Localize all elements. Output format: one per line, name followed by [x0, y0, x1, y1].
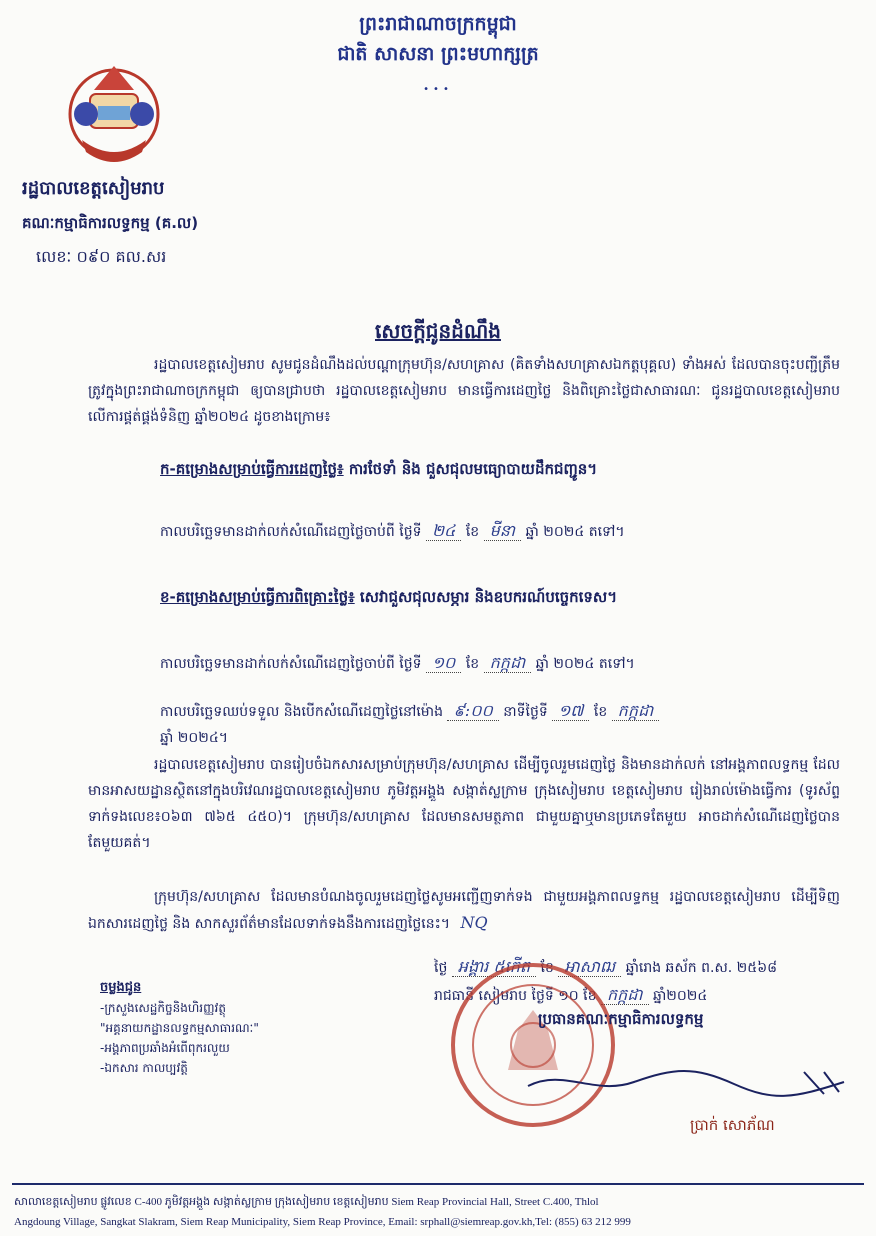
project-a-period — [160, 520, 625, 544]
footer-address — [14, 1192, 864, 1232]
project-a — [160, 460, 597, 482]
cc-item: -អង្គភាពប្រឆាំងអំពើពុករលួយ — [100, 1041, 230, 1055]
provincial-emblem-logo — [64, 60, 164, 168]
signer-title: ប្រធានគណៈកម្មាធិការលទ្ធកម្ម — [538, 1010, 704, 1028]
project-b-month: កក្កដា — [484, 653, 532, 673]
lunar-date-suffix: ឆ្នាំរោង ឆស័ក ព.ស. ២៥៦៨ — [625, 960, 778, 976]
project-b-month-prefix: ខែ — [465, 656, 480, 672]
intro-paragraph: រដ្ឋបាលខេត្តសៀមរាប សូមជូនដំណឹងដល់បណ្ដាក្រុមហ៊ុន/សហគ្រាស (គិតទាំងសហគ្រាសឯកត្តបុគ្គល) ទាំងអស់ ដែលបានចុះបញ្ជីត្រឹមត្រូវក្នុងព្រះរាជាណាចក្រកម្ពុជា ឲ្យបានជ្រាបថា រដ្ឋបាលខេត្តសៀមរាប មានធ្វើការដេញថ្លៃ និងពិគ្រោះថ្លៃជាសាធារណៈ ជូនរដ្ឋបាលខេត្តសៀមរាប លើការផ្គត់ផ្គង់ទំនិញ ឆ្នាំ២០២៤ ដូចខាងក្រោម៖ — [88, 357, 840, 425]
solar-date-month-prefix: ខែ — [583, 988, 597, 1004]
project-b-close-month-prefix: ខែ — [593, 704, 608, 720]
project-a-month: មីនា — [484, 521, 521, 541]
official-seal-stamp — [448, 960, 618, 1130]
solar-date-place: សៀមរាប — [478, 988, 528, 1004]
solar-date-day-prefix: ថ្ងៃទី — [531, 988, 554, 1004]
project-b-day: ១០ — [426, 653, 461, 673]
kingdom-line: ព្រះរាជាណាចក្រកម្ពុជា — [359, 13, 517, 35]
solar-date-month: កក្កដា — [601, 985, 649, 1005]
cc-item: "អគ្គនាយកដ្ឋានលទ្ធកម្មសាធារណៈ" — [100, 1021, 259, 1035]
footer-line-1: សាលាខេត្តសៀមរាប ផ្លូវលេខ C-400 ភូមិវត្តអង្គួង សង្កាត់ស្លក្រាម ក្រុងសៀមរាប ខេត្តសៀមរាប Siem Reap Provincial Hall, Street C.400, Thlol — [14, 1196, 599, 1208]
notice-title: សេចក្ដីជូនដំណឹង — [375, 319, 501, 343]
motto-line: ជាតិ សាសនា ព្រះមហាក្សត្រ — [337, 43, 539, 65]
documents-paragraph: រដ្ឋបាលខេត្តសៀមរាប បានរៀបចំឯកសារសម្រាប់ក្រុមហ៊ុន/សហគ្រាស ដើម្បីចូលរួមដេញថ្លៃ និងមានដាក់លក់ នៅអង្គភាពលទ្ធកម្ម ដែលមានអាសយដ្ឋានស្ថិតនៅក្នុងបរិវេណរដ្ឋបាលខេត្តសៀមរាប ភូមិវត្តអង្គួង សង្កាត់ស្លក្រាម ក្រុងសៀមរាប ខេត្តសៀមរាប រៀងរាល់ម៉ោងធ្វើការ (ទូរស័ព្ទទាក់ទងលេខ៖០៦៣ ៧៦៥ ៤៥០)។ ក្រុមហ៊ុន/សហគ្រាស ដែលមានសមត្ថភាព ជាមួយគ្នាឬមានប្រភេទតែមួយ អាចដាក់សំណើដេញថ្លៃបានតែមួយគត់។ — [88, 757, 840, 851]
office-name: រដ្ឋបាលខេត្តសៀមរាប — [22, 178, 165, 199]
committee-name: គណៈកម្មាធិការលទ្ធកម្ម (គ.ល) — [22, 214, 199, 232]
project-b-year: ឆ្នាំ ២០២៤ តទៅ។ — [535, 656, 635, 672]
reference-number: លេខៈ ០៩០ គល.សរ — [36, 247, 167, 266]
project-b-close-time: ៩:០០ — [447, 701, 498, 721]
project-b-name: សេវាជួសជុលសម្ភារ និងឧបករណ៍បច្ចេកទេស។ — [359, 588, 618, 606]
project-b-close — [160, 700, 659, 724]
lunar-date-day: អង្គារ ៥កើត — [452, 957, 536, 977]
project-a-month-prefix: ខែ — [465, 524, 480, 540]
lunar-date-month: អាសាឍ — [558, 957, 621, 977]
project-a-name: ការថែទាំ និង ជួសជុលមធ្យោបាយដឹកជញ្ជូន។ — [348, 460, 598, 478]
signature-scribble — [524, 1062, 854, 1102]
cc-item: -ក្រសួងសេដ្ឋកិច្ចនិងហិរញ្ញវត្ថុ — [100, 1001, 226, 1015]
solar-date-prefix: រាជធានី — [434, 988, 474, 1004]
lunar-date-mid: ខែ — [540, 960, 554, 976]
project-b-close-year: ឆ្នាំ ២០២៤។ — [160, 730, 229, 746]
project-b-period — [160, 652, 635, 676]
project-a-year: ឆ្នាំ ២០២៤ តទៅ។ — [525, 524, 625, 540]
project-b-close-prefix: កាលបរិច្ឆេទឈប់ទទួល និងបើកសំណើដេញថ្លៃនៅម៉ោង — [160, 704, 444, 720]
project-b-close-day-prefix: នាទីថ្ងៃទី — [503, 704, 548, 720]
solar-date-year: ឆ្នាំ២០២៤ — [652, 988, 708, 1004]
issuing-office — [22, 172, 198, 274]
project-b-heading: ខ-គម្រោងសម្រាប់ធ្វើការពិគ្រោះថ្លៃ៖ — [160, 588, 355, 606]
project-b-close-day: ១៧ — [552, 701, 589, 721]
project-a-period-prefix: កាលបរិច្ឆេទមានដាក់លក់សំណើដេញថ្លៃចាប់ពី ថ្ងៃទី — [160, 524, 422, 540]
signer-name: ប្រាក់ សោភ័ណ — [690, 1116, 775, 1134]
cc-list — [100, 978, 259, 1078]
project-b-close-month: កក្កដា — [612, 701, 660, 721]
contact-paragraph — [88, 884, 840, 937]
footer-line-2: Angdoung Village, Sangkat Slakram, Siem Reap Municipality, Siem Reap Province, Email: srphall@siemreap.gov.kh,Tel: (855) 63 212 999 — [14, 1216, 631, 1228]
contact-paragraph-text: ក្រុមហ៊ុន/សហគ្រាស ដែលមានបំណងចូលរួមដេញថ្លៃសូមអញ្ជើញទាក់ទង ជាមួយអង្គភាពលទ្ធកម្ម រដ្ឋបាលខេត្តសៀមរាប ដើម្បីទិញឯកសារដេញថ្លៃ និង សាកសួរព័ត៌មានដែលទាក់ទងនឹងការដេញថ្លៃនេះ។ — [88, 889, 840, 932]
solar-date-day: ១០ — [558, 988, 579, 1004]
header-ornament: ••• — [423, 84, 453, 95]
cc-heading: ចម្លងជូន — [100, 980, 142, 995]
cc-item: -ឯកសារ កាលប្បវត្តិ — [100, 1061, 188, 1075]
lunar-date-prefix: ថ្ងៃ — [434, 960, 448, 976]
handwritten-initial: NQ — [460, 913, 488, 932]
project-a-day: ២៤ — [426, 521, 461, 541]
project-b-period-prefix: កាលបរិច្ឆេទមានដាក់លក់សំណើដេញថ្លៃចាប់ពី ថ្ងៃទី — [160, 656, 422, 672]
project-a-heading: ក-គម្រោងសម្រាប់ធ្វើការដេញថ្លៃ៖ — [160, 460, 344, 478]
footer-divider — [12, 1183, 864, 1185]
project-b — [160, 588, 617, 610]
